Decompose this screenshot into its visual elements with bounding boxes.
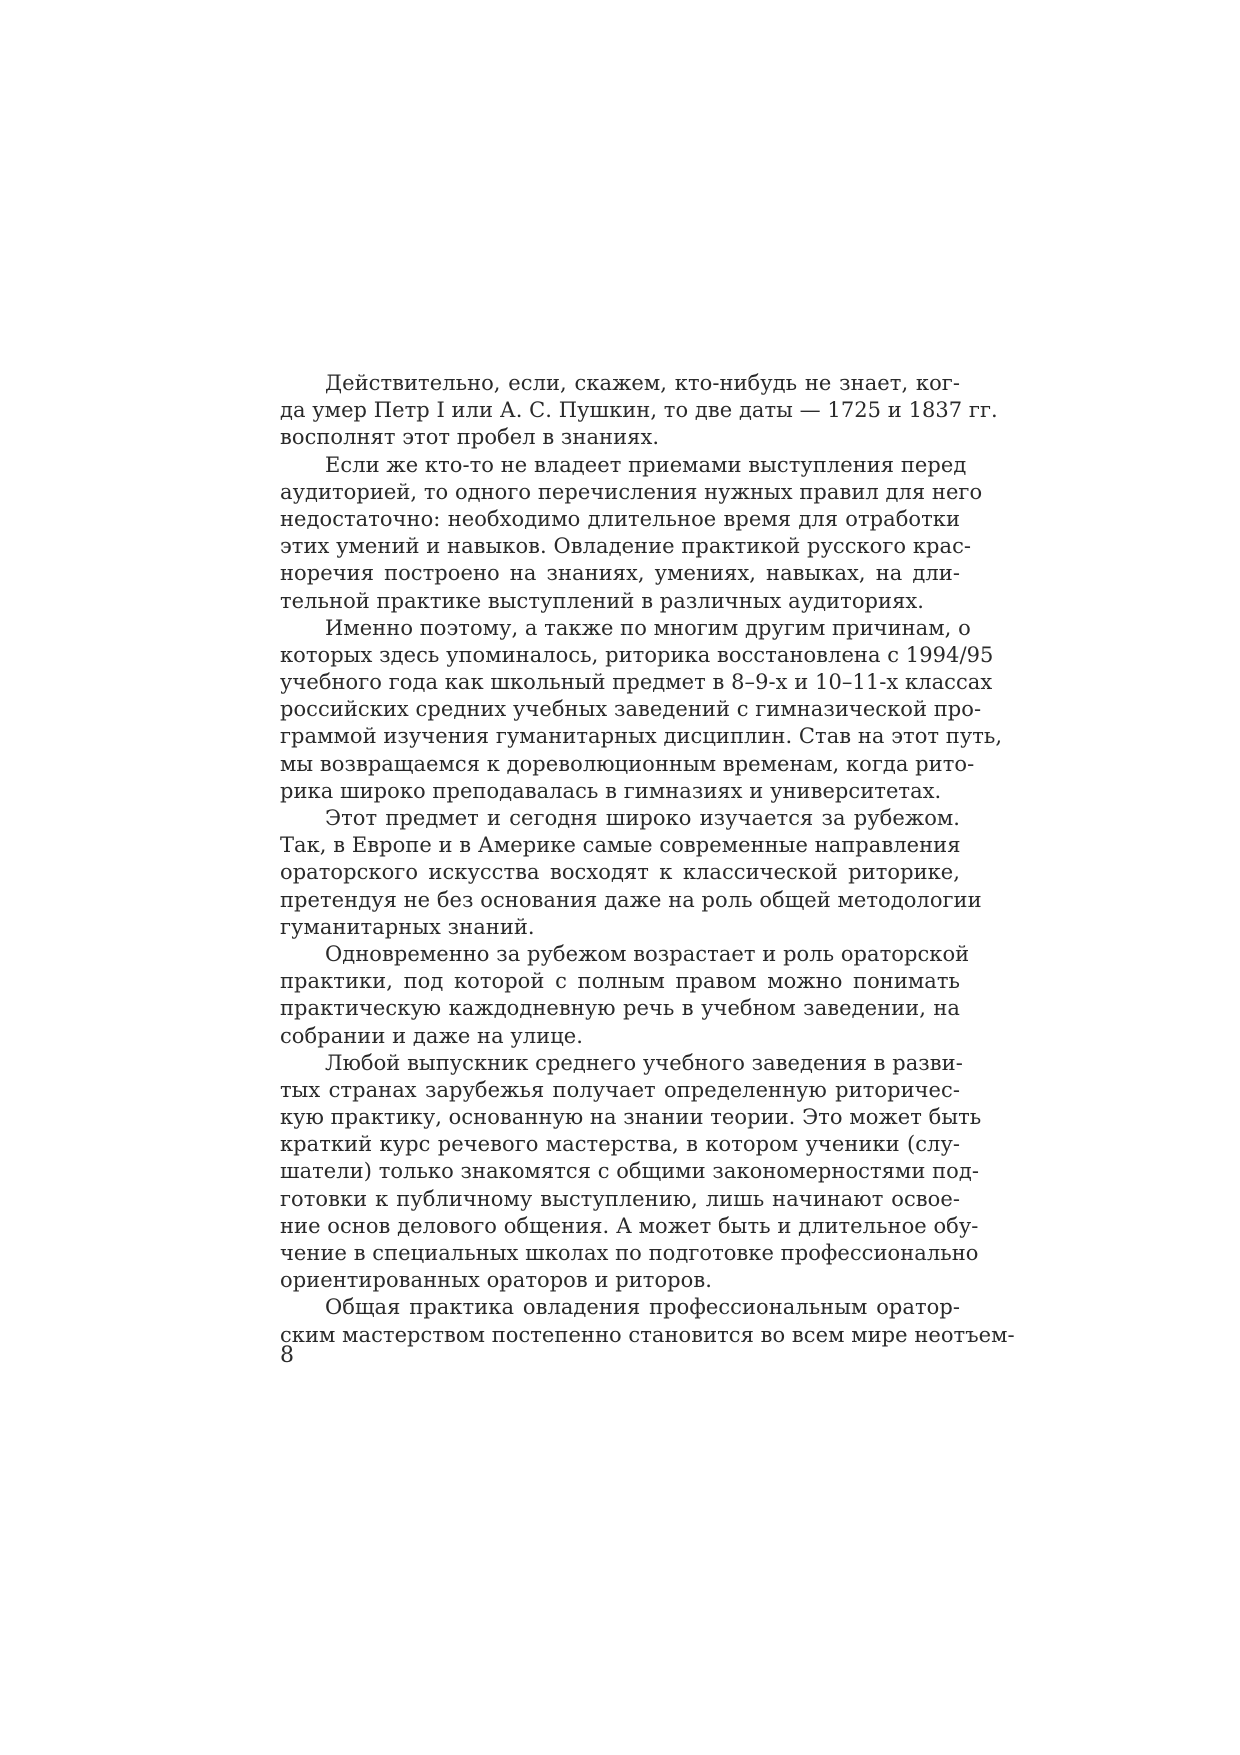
text-line: Любой выпускник среднего учебного заведения в разви- [325,1050,963,1075]
text-line: Именно поэтому, а также по многим другим причинам, о [325,615,971,640]
text-line: Одновременно за рубежом возрастает и роль ораторской [325,941,970,966]
text-line: восполнят этот пробел в знаниях. [280,425,660,450]
text-line: кую практику, основанную на знании теории. Это может быть [280,1105,982,1130]
text-line: ским мастерством постепенно становится во всем мире неотъем- [280,1322,1015,1347]
text-line: учебного года как школьный предмет в 8–9-х и 10–11-х классах [280,670,993,695]
text-line: норечия построено на знаниях, умениях, навыках, на дли- [280,561,960,586]
text-line: Если же кто-то не владеет приемами выступления перед [325,452,967,477]
text-line: ориентированных ораторов и риторов. [280,1268,712,1293]
page-number: 8 [280,1343,294,1368]
text-line: аудиторией, то одного перечисления нужных правил для него [280,479,983,504]
text-line: гуманитарных знаний. [280,914,535,939]
text-line: рика широко преподавалась в гимназиях и университетах. [280,778,942,803]
text-line: практики, под которой с полным правом можно понимать [280,969,960,994]
text-line: практическую каждодневную речь в учебном заведении, на [280,996,960,1021]
text-line: тельной практике выступлений в различных аудиториях. [280,588,924,613]
text-line: мы возвращаемся к дореволюционным временам, когда рито- [280,751,975,776]
text-line: которых здесь упоминалось, риторика восстановлена с 1994/95 [280,642,994,667]
text-line: тых странах зарубежья получает определенную риторичес- [280,1077,960,1102]
text-line: готовки к публичному выступлению, лишь начинают освое- [280,1186,960,1211]
text-line: собрании и даже на улице. [280,1023,583,1048]
body-text [280,370,1015,1349]
text-line: этих умений и навыков. Овладение практикой русского крас- [280,534,972,559]
text-line: краткий курс речевого мастерства, в котором ученики (слу- [280,1132,960,1157]
text-line: ние основ делового общения. А может быть и длительное обу- [280,1213,979,1238]
text-line: Общая практика овладения профессиональным оратор- [325,1295,960,1320]
text-line: ораторского искусства восходят к классической риторике, [280,860,960,885]
text-line: Действительно, если, скажем, кто-нибудь не знает, ког- [325,371,960,395]
text-line: претендуя не без основания даже на роль общей методологии [280,887,982,912]
text-line: недостаточно: необходимо длительное время для отработки [280,506,960,531]
text-line: чение в специальных школах по подготовке профессионально [280,1241,979,1265]
text-line: Так, в Европе и в Америке самые современные направления [280,833,961,858]
text-line: граммой изучения гуманитарных дисциплин. Став на этот путь, [280,724,1003,749]
text-line: шатели) только знакомятся с общими закономерностями под- [280,1159,979,1184]
text-line: российских средних учебных заведений с гимназической про- [280,697,982,722]
text-line: Этот предмет и сегодня широко изучается за рубежом. [325,806,960,830]
text-line: да умер Петр I или А. С. Пушкин, то две даты — 1725 и 1837 гг. [280,398,998,423]
